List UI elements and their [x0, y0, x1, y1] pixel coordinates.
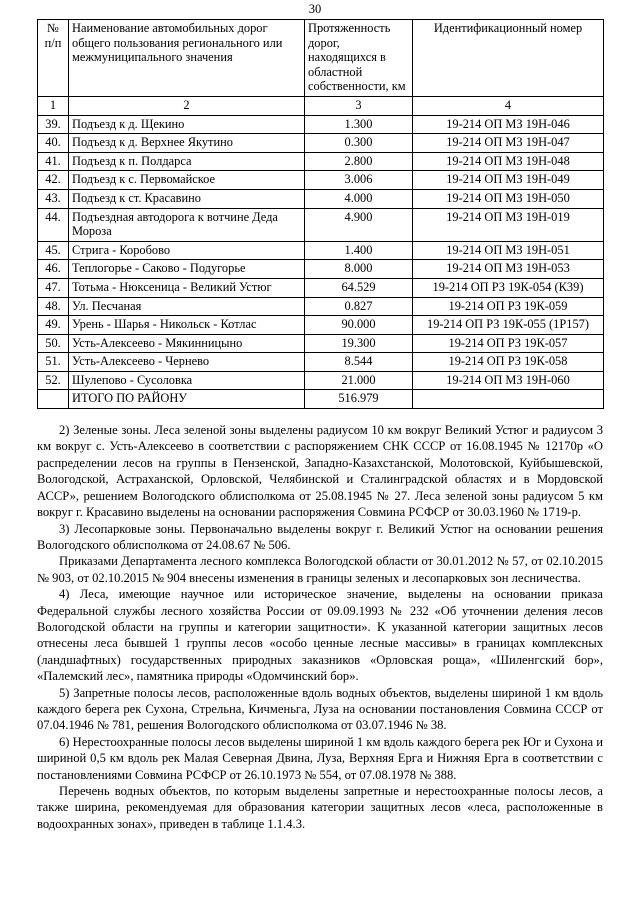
cell-length: 90.000 — [305, 316, 413, 335]
cell-road-name: Подъезд к ст. Красавино — [69, 189, 305, 208]
cell-identification-number: 19-214 ОП МЗ 19Н-046 — [413, 115, 604, 134]
cell-road-name: Тотьма - Нюксеница - Великий Устюг — [69, 278, 305, 297]
cell-number: 43. — [38, 189, 69, 208]
paragraph-water-objects-list: Перечень водных объектов, по которым выделены запретные и нерестоохранные полосы лесов, а также ширина, рекомендуемая для образования категории защитных лесов «леса, расположенные в водоохранных зонах», приведен в таблице 1.1.4.3. — [37, 784, 603, 831]
column-number-3: 3 — [305, 96, 413, 115]
table-row — [38, 134, 604, 153]
table-row — [38, 189, 604, 208]
cell-identification-number: 19-214 ОП РЗ 19К-057 — [413, 334, 604, 353]
cell-road-name: Теплогорье - Саково - Подугорье — [69, 260, 305, 279]
cell-identification-number: 19-214 ОП МЗ 19Н-051 — [413, 241, 604, 260]
cell-number: 42. — [38, 171, 69, 190]
table-row — [38, 371, 604, 390]
cell-length: 8.000 — [305, 260, 413, 279]
column-number-row — [38, 96, 604, 115]
cell-length: 64.529 — [305, 278, 413, 297]
table-total-row — [38, 390, 604, 409]
cell-identification-number: 19-214 ОП МЗ 19Н-047 — [413, 134, 604, 153]
table-row — [38, 115, 604, 134]
total-label: ИТОГО ПО РАЙОНУ — [69, 390, 305, 409]
paragraph-prohibited-strips: 5) Запретные полосы лесов, расположенные вдоль водных объектов, выделены шириной 1 км вдоль каждого берега рек Сухона, Стрельна, Кичменьга, Луза на основании постановления Совмина СССР от 07.04.1946 № 781, решения Вологодского облисполкома от 03.07.1946 № 38. — [37, 685, 603, 733]
cell-number: 52. — [38, 371, 69, 390]
table-row — [38, 208, 604, 241]
cell-identification-number: 19-214 ОП РЗ 19К-059 — [413, 297, 604, 316]
cell-number: 47. — [38, 278, 69, 297]
cell-identification-number: 19-214 ОП МЗ 19Н-048 — [413, 152, 604, 171]
cell-road-name: Стрига - Коробово — [69, 241, 305, 260]
table-row — [38, 353, 604, 372]
paragraph-department-orders: Приказами Департамента лесного комплекса Вологодской области от 30.01.2012 № 57, от 02.10.2015 № 903, от 02.10.2015 № 904 внесены изменения в границы зеленых и лесопарковых зон лесничества. — [37, 554, 603, 585]
cell-identification-number: 19-214 ОП РЗ 19К-058 — [413, 353, 604, 372]
cell-identification-number: 19-214 ОП МЗ 19Н-049 — [413, 171, 604, 190]
cell-number: 39. — [38, 115, 69, 134]
cell-length: 1.400 — [305, 241, 413, 260]
cell-road-name: Подъезд к д. Верхнее Якутино — [69, 134, 305, 153]
table-row — [38, 334, 604, 353]
column-number-4: 4 — [413, 96, 604, 115]
cell-length: 8.544 — [305, 353, 413, 372]
header-cell-number — [38, 20, 69, 97]
roads-table — [37, 19, 604, 409]
header-cell-identification-number: Идентификационный номер — [413, 20, 604, 97]
table-row — [38, 241, 604, 260]
cell-number: 41. — [38, 152, 69, 171]
header-cell-length: Протяженность дорог, находящихся в областной собственности, км — [305, 20, 413, 97]
cell-number: 40. — [38, 134, 69, 153]
cell-number: 50. — [38, 334, 69, 353]
header-number-line1: № — [47, 21, 59, 35]
cell-length: 0.827 — [305, 297, 413, 316]
cell-road-name: Шулепово - Сусоловка — [69, 371, 305, 390]
cell-road-name: Подъезд к с. Первомайское — [69, 171, 305, 190]
table-row — [38, 171, 604, 190]
cell-identification-number: 19-214 ОП РЗ 19К-054 (К39) — [413, 278, 604, 297]
cell-length: 2.800 — [305, 152, 413, 171]
cell-identification-number: 19-214 ОП МЗ 19Н-019 — [413, 208, 604, 241]
header-number-line2: п/п — [44, 35, 62, 50]
total-cell-number — [38, 390, 69, 409]
table-header-row — [38, 20, 604, 97]
cell-length: 0.300 — [305, 134, 413, 153]
table-header — [38, 20, 604, 116]
paragraph-spawning-protection-strips: 6) Нерестоохранные полосы лесов выделены шириной 1 км вдоль каждого берега рек Юг и Сухона и шириной 0,5 км вдоль рек Малая Северная Двина, Луза, Верхняя Ерга и Нижняя Ерга в соответствии с постановлениями Совмина РСФСР от 26.10.1973 № 554, от 07.08.1978 № 388. — [37, 734, 603, 782]
cell-road-name: Подъезд к д. Щекино — [69, 115, 305, 134]
table-row — [38, 152, 604, 171]
cell-length: 4.000 — [305, 189, 413, 208]
body-text-section — [37, 422, 603, 832]
paragraph-scientific-historic-forests: 4) Леса, имеющие научное или историческое значение, выделены на основании приказа Федеральной службы лесного хозяйства России от 09.09.1993 № 232 «Об уточнении деления лесов Вологодской области на группы и категории защитности». К указанной категории защитных лесов отнесены леса бывшей 1 группы лесов «особо ценные лесные массивы» в границах комплексных (ландшафтных) государственных природных заказников «Орловская роща», «Шиленгский бор», «Палемский лес», памятника природы «Одомчинский бор». — [37, 587, 603, 684]
cell-road-name: Подъезд к п. Полдарса — [69, 152, 305, 171]
cell-number: 45. — [38, 241, 69, 260]
cell-identification-number: 19-214 ОП МЗ 19Н-053 — [413, 260, 604, 279]
table-row — [38, 316, 604, 335]
cell-identification-number: 19-214 ОП МЗ 19Н-050 — [413, 189, 604, 208]
paragraph-green-zones: 2) Зеленые зоны. Леса зеленой зоны выделены радиусом 10 км вокруг Великий Устюг и радиусом 3 км вокруг с. Усть-Алексеево в соответствии с распоряжением СНК СССР от 16.08.1945 № 12170р «О распределении лесов на группы в Пензенской, Западно-Казахстанской, Молотовской, Куйбышевской, Вологодской, Астраханской, Орловской, Челябинской и Сталинградской областях и в Мордовской АССР», решением Вологодского облисполкома от 25.08.1945 № 27. Леса зеленой зоны радиусом 5 км вокруг г. Красавино выделены на основании распоряжения Совмина РСФСР от 30.03.1960 № 1719-р. — [37, 423, 603, 520]
cell-length: 1.300 — [305, 115, 413, 134]
table-body — [38, 115, 604, 409]
paragraph-forest-park-zones: 3) Лесопарковые зоны. Первоначально выделены вокруг г. Великий Устюг на основании решения Вологодского облисполкома от 24.08.67 № 506. — [37, 521, 603, 552]
table-row — [38, 297, 604, 316]
cell-road-name: Усть-Алексеево - Мякинницыно — [69, 334, 305, 353]
cell-road-name: Усть-Алексеево - Чернево — [69, 353, 305, 372]
cell-length: 4.900 — [305, 208, 413, 241]
cell-road-name: Ул. Песчаная — [69, 297, 305, 316]
header-cell-road-name: Наименование автомобильных дорог общего пользования регионального или межмуниципального значения — [69, 20, 305, 97]
cell-road-name: Урень - Шарья - Никольск - Котлас — [69, 316, 305, 335]
cell-length: 21.000 — [305, 371, 413, 390]
cell-number: 46. — [38, 260, 69, 279]
cell-number: 44. — [38, 208, 69, 241]
column-number-1: 1 — [38, 96, 69, 115]
page-number: 30 — [308, 2, 322, 16]
column-number-2: 2 — [69, 96, 305, 115]
cell-number: 49. — [38, 316, 69, 335]
table-row — [38, 278, 604, 297]
cell-number: 48. — [38, 297, 69, 316]
total-value: 516.979 — [305, 390, 413, 409]
table-row — [38, 260, 604, 279]
cell-number: 51. — [38, 353, 69, 372]
cell-length: 3.006 — [305, 171, 413, 190]
cell-identification-number: 19-214 ОП МЗ 19Н-060 — [413, 371, 604, 390]
cell-identification-number: 19-214 ОП РЗ 19К-055 (1Р157) — [413, 316, 604, 335]
total-cell-identification-number — [413, 390, 604, 409]
cell-length: 19.300 — [305, 334, 413, 353]
cell-road-name: Подъездная автодорога к вотчине Деда Мороза — [69, 208, 305, 241]
